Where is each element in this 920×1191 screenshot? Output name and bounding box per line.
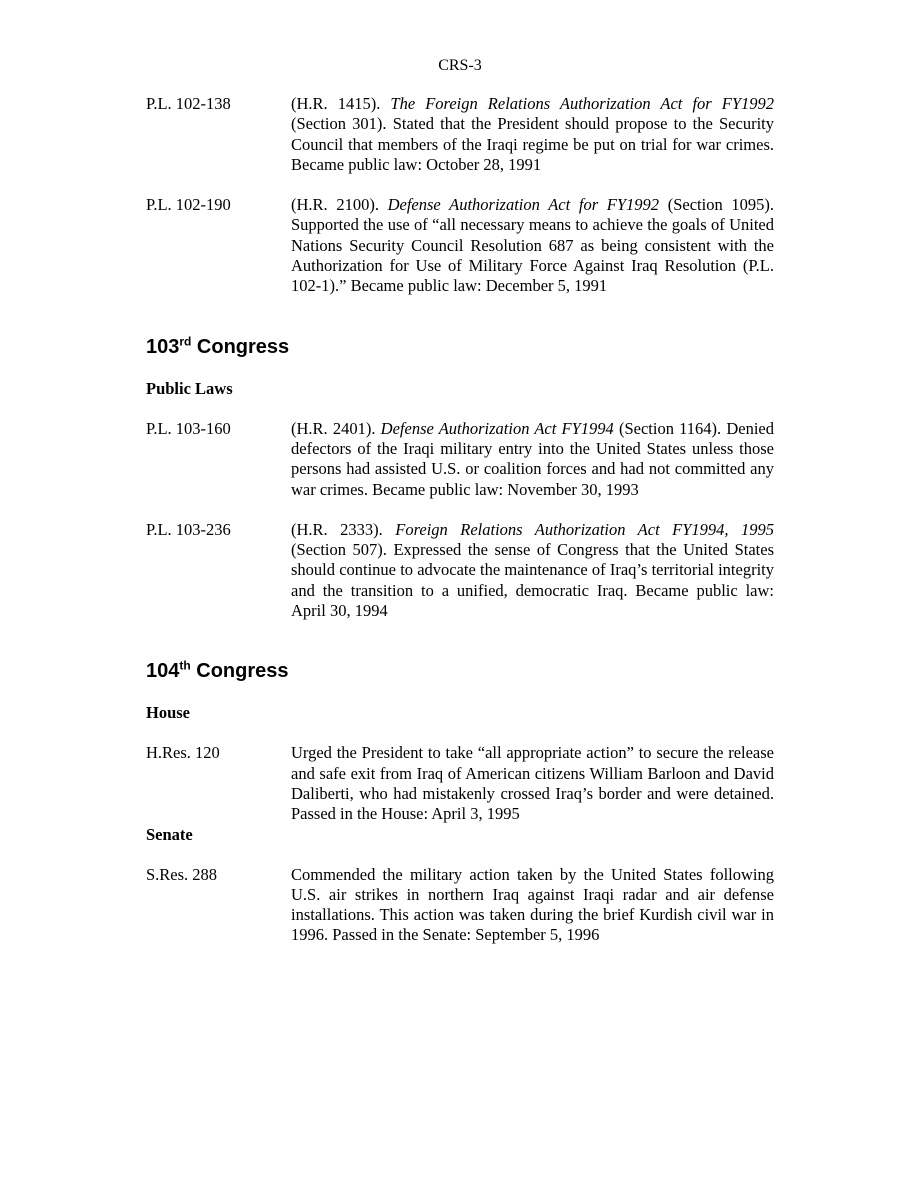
law-description [291,195,774,296]
act-title: The Foreign Relations Authorization Act for FY1992 [390,94,775,113]
law-entry [146,195,774,296]
law-description [291,419,774,500]
congress-number: 103 [146,335,180,358]
law-summary: (Section 1164). Denied defectors of the Iraqi military entry into the United States unless those persons had assisted U.S. or coalition forces and had not committed any war crimes. Became public law: November 30, 1993 [291,418,774,499]
resolution-description: Urged the President to take “all appropriate action” to secure the release and safe exit from Iraq of American citizens William Barloon and David Daliberti, who had mistakenly crossed Iraq’s border and were detained. Passed in the House: April 3, 1995 [291,743,774,824]
law-id: P.L. 103-236 [146,519,231,539]
law-entry [146,94,774,175]
act-title: Defense Authorization Act FY1994 [380,418,614,438]
public-laws-heading: Public Laws [146,378,233,398]
law-entry [146,419,774,500]
act-title: Defense Authorization Act for FY1992 [387,195,660,215]
law-summary: (Section 507). Expressed the sense of Congress that the United States should continue to advocate the maintenance of Iraq’s territorial integrity and the transition to a unified, democratic Iraq. Became public law: April 30, 1994 [291,540,774,621]
bill-reference: (H.R. 2401). [291,418,381,438]
law-summary: (Section 301). Stated that the President should propose to the Security Council that members of the Iraqi regime be put on trial for war crimes. Became public law: October 28, 1991 [291,114,774,174]
congress-heading-104 [146,659,774,683]
resolution-entry [146,865,774,946]
congress-label: Congress [191,335,290,358]
law-id: P.L. 102-138 [146,94,231,113]
resolution-entry [146,743,774,824]
law-description [291,520,774,621]
law-description [291,94,774,175]
document-body [146,94,774,966]
act-title: Foreign Relations Authorization Act FY1994, 1995 [395,519,774,539]
congress-label: Congress [190,660,289,683]
bill-reference: (H.R. 2333). [291,519,396,539]
page-number: CRS-3 [438,57,482,74]
resolution-description: Commended the military action taken by the United States following U.S. air strikes in northern Iraq against Iraqi radar and air defense installations. This action was taken during the brief Kurdish civil war in 1996. Passed in the Senate: September 5, 1996 [291,864,774,945]
senate-heading: Senate [146,824,193,844]
bill-reference: (H.R. 2100). [291,195,388,215]
resolution-id: S.Res. 288 [146,864,218,884]
ordinal-suffix: rd [179,334,192,349]
law-summary: (Section 1095). Supported the use of “all necessary means to achieve the goals of United Nations Security Council Resolution 687 as being consistent with the Authorization for Use of Military Force Against Iraq Resolution (P.L. 102-1).” Became public law: December 5, 1991 [291,195,774,296]
law-id: P.L. 103-160 [146,418,231,438]
ordinal-suffix: th [179,658,191,673]
law-entry [146,520,774,621]
congress-heading-103 [146,335,774,359]
law-id: P.L. 102-190 [146,195,231,215]
house-heading: House [146,703,191,723]
bill-reference: (H.R. 1415). [291,94,391,113]
resolution-id: H.Res. 120 [146,743,220,763]
congress-number: 104 [146,660,180,683]
